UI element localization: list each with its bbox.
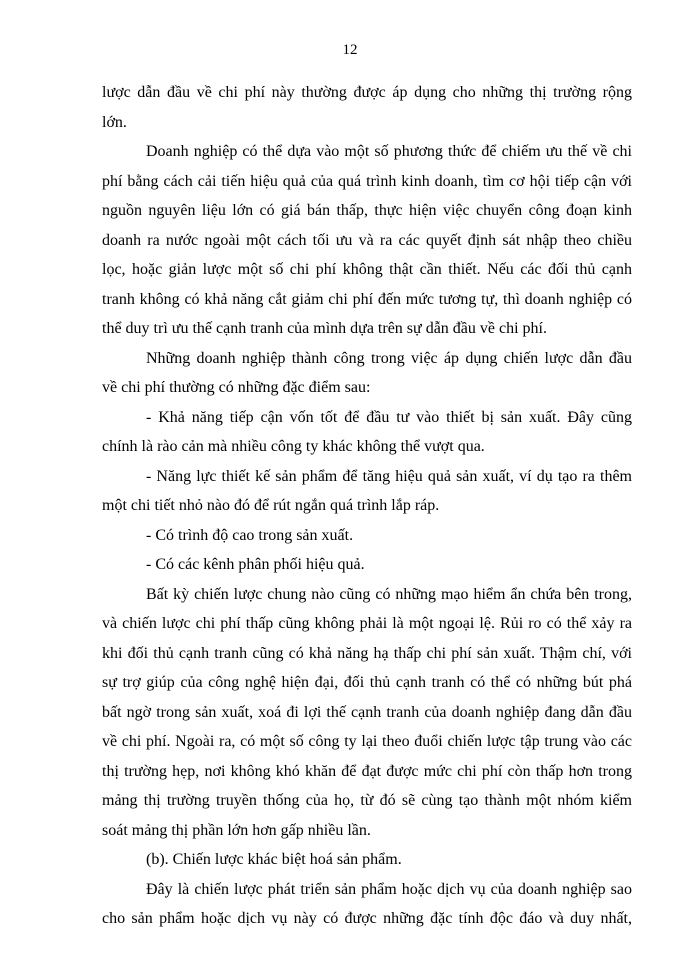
text-line: cho sản phẩm hoặc dịch vụ này có được những đặc tính độc đáo và duy nhất, [102,910,632,927]
text-line: sự trợ giúp của công nghệ hiện đại, đối thủ cạnh tranh có thể có những bút phá [102,674,632,691]
text-line: thị trường hẹp, nơi không khó khăn để đạt được mức chi phí còn thấp hơn trong [102,762,632,780]
text-line: soát mảng thị phần lớn hơn gấp nhiều lần. [102,821,371,839]
text-line: một chi tiết nhỏ nào đó để rút ngắn quá trình lắp ráp. [102,497,440,514]
text-line: mảng thị trường truyền thống của họ, từ đó sẽ cùng tạo thành một nhóm kiểm [102,792,632,809]
document-body [102,78,632,934]
text-line: lớn. [102,113,127,131]
text-line: - Có trình độ cao trong sản xuất. [146,526,354,544]
text-line: Bất kỳ chiến lược chung nào cũng có những mạo hiểm ẩn chứa bên trong, [146,585,632,603]
text-line: về chi phí. Ngoài ra, có một số công ty lại theo đuổi chiến lược tập trung vào các [102,733,632,750]
text-line: về chi phí thường có những đặc điểm sau: [102,379,371,396]
text-line: phí bằng cách cải tiến hiệu quả của quá trình kinh doanh, tìm cơ hội tiếp cận với [102,172,632,190]
text-line: bất ngờ trong sản xuất, xoá đi lợi thế cạnh tranh của doanh nghiệp đang dẫn đầu [102,703,632,721]
text-line: chính là rào cản mà nhiều công ty khác không thể vượt qua. [102,438,485,455]
text-line: - Năng lực thiết kế sản phẩm để tăng hiệu quả sản xuất, ví dụ tạo ra thêm [146,467,632,485]
text-line: và chiến lược chi phí thấp cũng không phải là một ngoại lệ. Rủi ro có thể xảy ra [102,615,632,632]
page-number: 12 [342,42,358,58]
text-line: Những doanh nghiệp thành công trong việc áp dụng chiến lược dẫn đầu [146,349,632,367]
text-line: lọc, hoặc giản lược một số chi phí không thật cần thiết. Nếu các đối thủ cạnh [102,261,632,278]
text-line: doanh ra nước ngoài một cách tối ưu và ra các quyết định sát nhập theo chiều [102,231,632,249]
text-line: Đây là chiến lược phát triển sản phẩm hoặc dịch vụ của doanh nghiệp sao [146,880,632,898]
text-line: lược dẫn đầu về chi phí này thường được áp dụng cho những thị trường rộng [102,84,632,101]
text-line: khi đối thủ cạnh tranh cũng có khả năng hạ thấp chi phí sản xuất. Thậm chí, với [102,644,632,662]
text-line: thể duy trì ưu thế cạnh tranh của mình dựa trên sự dẫn đầu về chi phí. [102,320,547,337]
text-line: tranh không có khả năng cắt giảm chi phí đến mức tương tự, thì doanh nghiệp có [102,290,632,308]
text-line: nguồn nguyên liệu lớn có giá bán thấp, thực hiện việc chuyển công đoạn kinh [102,202,632,219]
text-line: - Có các kênh phân phối hiệu quả. [146,556,365,573]
text-line: Doanh nghiệp có thể dựa vào một số phương thức để chiếm ưu thế về chi [146,143,632,160]
text-line: - Khả năng tiếp cận vốn tốt để đầu tư vào thiết bị sản xuất. Đây cũng [146,408,632,426]
text-line: (b). Chiến lược khác biệt hoá sản phẩm. [146,851,402,868]
